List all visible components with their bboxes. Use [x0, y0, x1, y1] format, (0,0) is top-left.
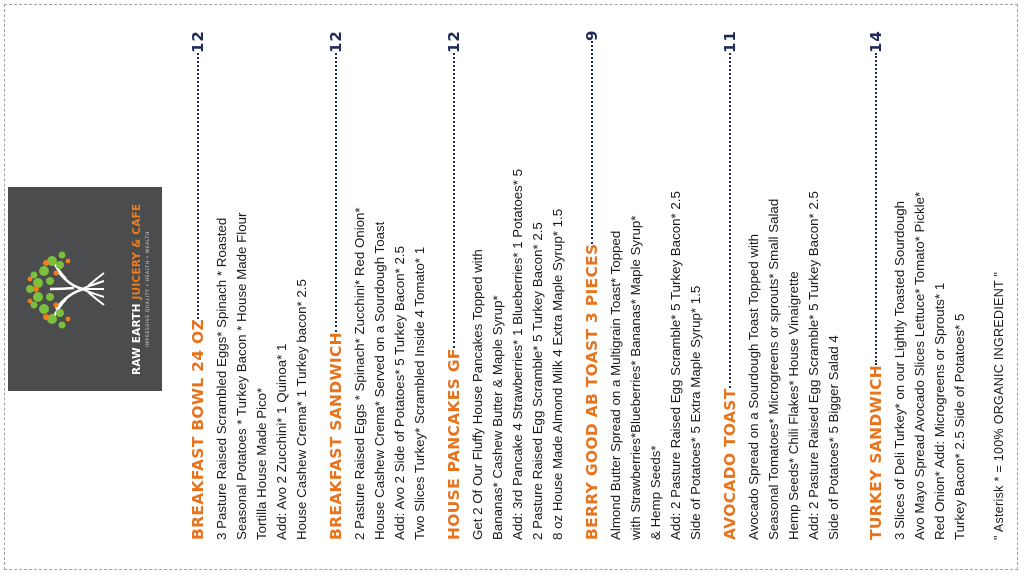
item-line: Almond Butter Spread on a Multigrain Toast* Topped [608, 230, 623, 540]
dotted-leader [335, 53, 337, 332]
item-header [578, 30, 606, 540]
item-line: Seasonal Potatoes * Turkey Bacon * House Made Flour [234, 212, 249, 540]
item-line: Avocado Spread on a Sourdough Toast Topped with [746, 233, 761, 540]
item-line: Two Slices Turkey* Scrambled Inside 4 Tomato* 1 [412, 246, 427, 540]
menu-item-turkey-sandwich [862, 30, 970, 540]
logo-wordmark [123, 203, 159, 375]
dotted-leader [591, 41, 593, 243]
item-line: Add: Avo 2 Zucchini* 1 Quinoa* 1 [274, 343, 289, 540]
menu-item-berry-good-ab-toast [578, 30, 706, 540]
logo-name-part2: JUICERY & CAFE [131, 203, 143, 300]
item-line: Get 2 Of Our Fluffy House Pancakes Topped with [470, 249, 485, 540]
item-price: 11 [721, 30, 739, 53]
item-line: Tortilla House Made Pico* [254, 387, 269, 540]
item-line: House Cashew Crema* 1 Turkey bacon* 2.5 [294, 279, 309, 540]
item-line: Side of Potatoes* 5 Bigger Salad 4 [826, 335, 841, 540]
menu-item-breakfast-sandwich [322, 30, 430, 540]
item-line: Add: 2 Pasture Raised Egg Scramble* 5 Turkey Bacon* 2.5 [806, 191, 821, 540]
item-line: House Cashew Crema* Served on a Sourdough Toast [372, 221, 387, 540]
item-line: Add: 2 Pasture Raised Egg Scramble* 5 Turkey Bacon* 2.5 [668, 191, 683, 540]
item-price: 9 [583, 30, 601, 42]
item-line: 3 Slices of Deli Turkey* on our Lightly Toasted Sourdough [892, 200, 907, 540]
organic-footnote: " Asterisk * = 100% ORGANIC INGREDIENT " [992, 271, 1006, 540]
logo-name [131, 203, 144, 374]
item-title: BREAKFAST BOWL 24 OZ [189, 318, 207, 540]
item-line: with Strawberries*Blueberries* Bananas* Maple Syrup* [628, 215, 643, 540]
item-price: 12 [445, 30, 463, 53]
item-title: TURKEY SANDWICH [867, 364, 885, 540]
logo-name-part1: RAW EARTH [131, 299, 143, 375]
item-price: 14 [867, 30, 885, 53]
logo [8, 187, 162, 391]
item-line: Turkey Bacon* 2.5 Side of Potatoes* 5 [952, 313, 967, 540]
item-line: Red Onion* Add: Microgreens or Sprouts* 1 [932, 282, 947, 540]
dotted-leader [197, 53, 199, 319]
item-line: Bananas* Cashew Butter & Maple Syrup* [490, 295, 505, 540]
item-price: 12 [327, 30, 345, 53]
menu-item-house-pancakes [440, 30, 568, 540]
item-header [440, 30, 468, 540]
item-header [184, 30, 212, 540]
item-line: 3 Pasture Raised Scrambled Eggs* Spinach * Roasted [214, 217, 229, 540]
item-line: Side of Potatoes* 5 Extra Maple Syrup* 1.5 [688, 285, 703, 540]
item-title: BREAKFAST SANDWICH [327, 332, 345, 540]
dotted-leader [875, 53, 877, 365]
dotted-leader [729, 53, 731, 389]
item-line: Add: 3rd Pancake 4 Strawberries* 1 Blueberries* 1 Potatoes* 5 [510, 168, 525, 540]
item-price: 12 [189, 30, 207, 53]
item-title: AVOCADO TOAST [721, 388, 739, 540]
item-line: Add: Avo 2 Side of Potatoes* 5 Turkey Bacon* 2.5 [392, 246, 407, 540]
item-line: Seasonal Tomatoes* Microgreens or sprouts* Small Salad [766, 198, 781, 540]
item-title: BERRY GOOD AB TOAST 3 PIECES [583, 243, 601, 540]
dotted-leader [453, 53, 455, 348]
item-line: 8 oz House Made Almond Milk 4 Extra Maple Syrup* 1.5 [550, 208, 565, 540]
item-line: Avo Mayo Spread Avocado Slices Lettuce* Tomato* Pickle* [912, 191, 927, 540]
menu-item-breakfast-bowl [184, 30, 312, 540]
item-header [862, 30, 890, 540]
logo-tagline: IMPRESSIVE QUALITY • HEALTH • WEALTH [146, 231, 151, 347]
menu-item-avocado-toast [716, 30, 844, 540]
item-header [322, 30, 350, 540]
item-header [716, 30, 744, 540]
item-line: & Hemp Seeds* [648, 445, 663, 540]
tree-logo-icon [22, 241, 106, 337]
item-line: 2 Pasture Raised Egg Scramble* 5 Turkey Bacon* 2.5 [530, 222, 545, 540]
item-line: Hemp Seeds* Chili Flakes* House Vinaigrette [786, 271, 801, 540]
item-title: HOUSE PANCAKES GF [445, 348, 463, 540]
item-line: 2 Pasture Raised Eggs * Spinach* Zucchini* Red Onion* [352, 207, 367, 540]
